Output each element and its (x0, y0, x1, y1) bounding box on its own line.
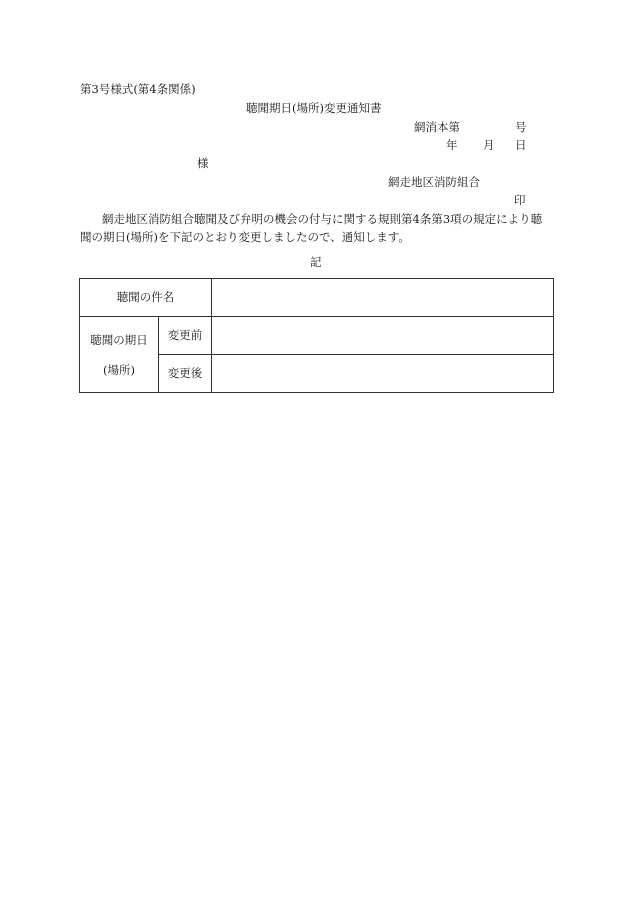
body-paragraph (80, 210, 552, 246)
doc-number-suffix: 号 (515, 120, 527, 134)
addressee-suffix: 様 (197, 156, 209, 170)
date-month: 月 (483, 138, 495, 152)
subject-row (80, 279, 554, 317)
before-label: 変更前 (159, 317, 212, 355)
document-title: 聴聞期日(場所)変更通知書 (246, 101, 382, 115)
date-label-line1: 聴聞の期日 (90, 332, 148, 347)
before-row (80, 317, 554, 355)
subject-value-cell[interactable] (212, 279, 554, 317)
before-value-cell[interactable] (212, 317, 554, 355)
issuer-name: 網走地区消防組合 (388, 175, 480, 189)
notice-table (79, 278, 554, 393)
after-label: 変更後 (159, 355, 212, 393)
body-line-2: 聞の期日(場所)を下記のとおり変更しましたので、通知します。 (80, 230, 410, 244)
date-day: 日 (515, 138, 527, 152)
seal-mark: 印 (514, 193, 526, 207)
form-number: 第3号様式(第4条関係) (80, 82, 196, 96)
doc-number-prefix: 網消本第 (414, 120, 460, 134)
after-value-cell[interactable] (212, 355, 554, 393)
body-line-1: 網走地区消防組合聴聞及び弁明の機会の付与に関する規則第4条第3項の規定により聴 (102, 212, 543, 226)
date-year: 年 (446, 138, 458, 152)
subject-label: 聴聞の件名 (80, 279, 212, 317)
date-place-label (80, 317, 159, 393)
ki-heading: 記 (310, 255, 322, 269)
date-label-line2: (場所) (103, 362, 135, 377)
